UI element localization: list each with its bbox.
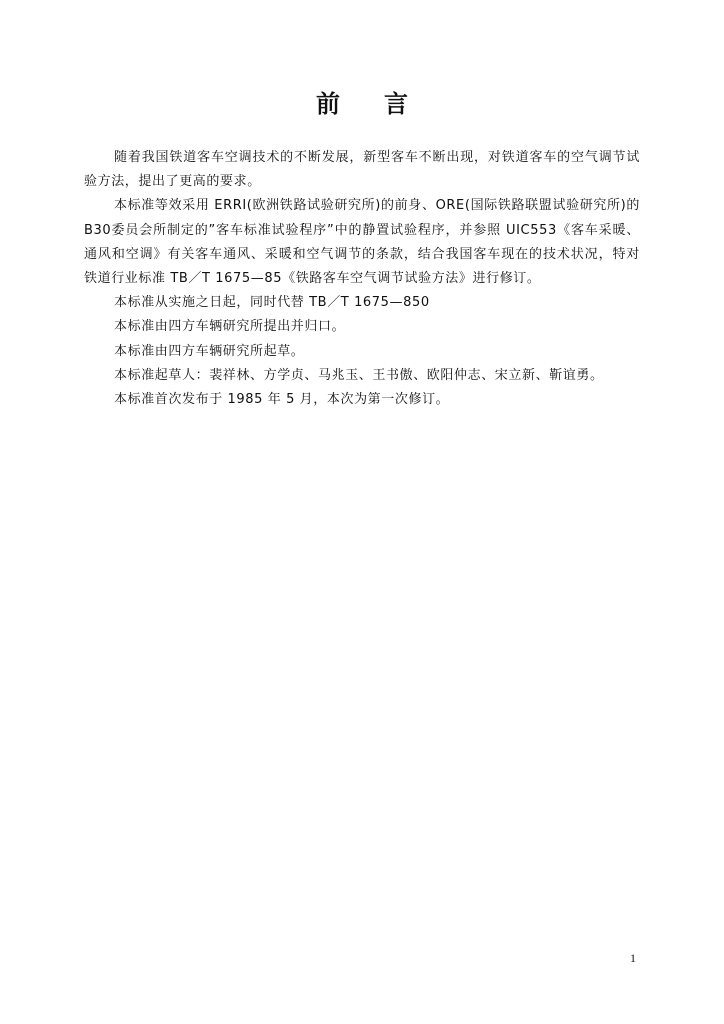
paragraph-adoption: 本标准等效采用 ERRI(欧洲铁路试验研究所)的前身、ORE(国际铁路联盟试验研究所)的B30委员会所制定的”客车标准试验程序”中的静置试验程序，并参照 UIC553《客车采暖、通风和空调》有关客车通风、采暖和空气调节的条款，结合我国客车现在的技术状况，特对铁道行业标准 TB／T 1675—85《铁路客车空气调节试验方法》进行修订。 xyxy=(84,198,640,287)
page-title: 前言 xyxy=(316,90,452,118)
paragraph-proposer: 本标准由四方车辆研究所提出并归口。 xyxy=(114,319,346,335)
paragraph-drafters: 本标准起草人：裴祥林、方学贞、马兆玉、王书傲、欧阳仲志、宋立新、靳谊勇。 xyxy=(114,367,604,383)
paragraph-background: 随着我国铁道客车空调技术的不断发展，新型客车不断出现，对铁道客车的空气调节试验方法，提出了更高的要求。 xyxy=(84,150,640,190)
page-number: 1 xyxy=(630,951,636,965)
paragraph-drafting-unit: 本标准由四方车辆研究所起草。 xyxy=(114,343,305,359)
paragraph-replacement: 本标准从实施之日起，同时代替 TB／T 1675—850 xyxy=(114,295,430,311)
document-body xyxy=(84,146,640,412)
paragraph-history: 本标准首次发布于 1985 年 5 月，本次为第一次修订。 xyxy=(114,392,450,408)
